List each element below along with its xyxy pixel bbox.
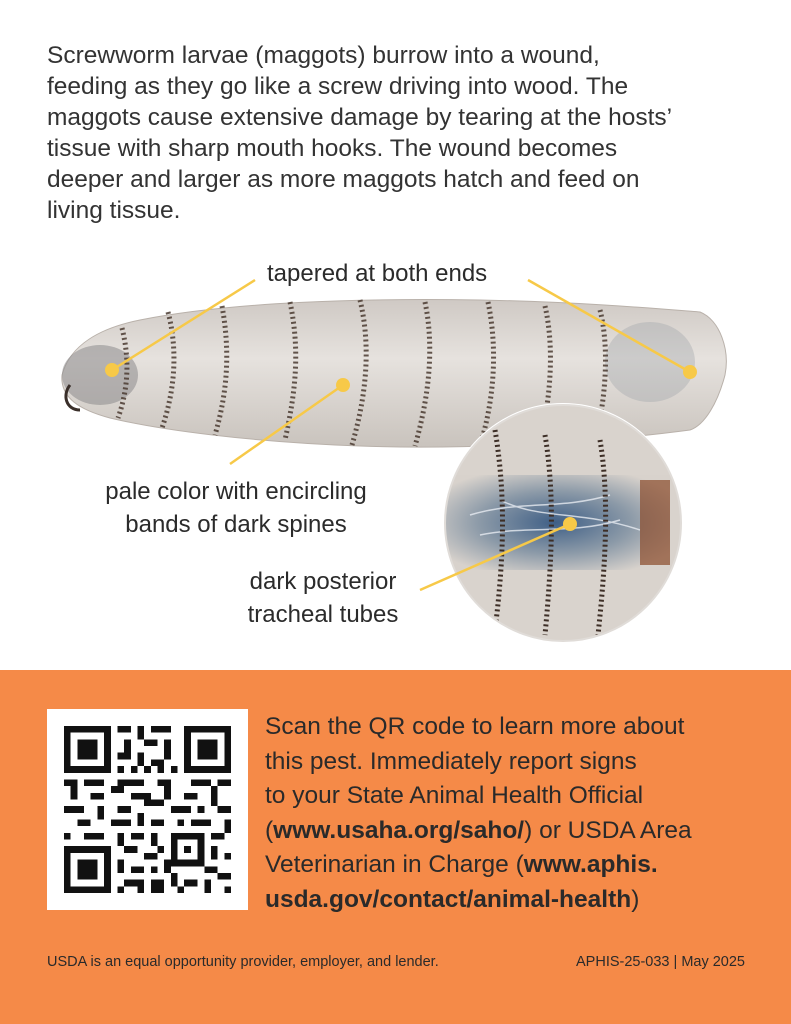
label-tracheal-tubes: [230, 565, 416, 631]
intro-paragraph: [47, 40, 747, 226]
report-instructions: [265, 710, 765, 917]
intro-line: living tissue.: [47, 197, 181, 224]
equal-opportunity-statement: USDA is an equal opportunity provider, employer, and lender.: [47, 954, 439, 970]
qr-code[interactable]: [47, 709, 248, 910]
report-line: this pest. Immediately report signs: [265, 747, 637, 775]
intro-line: tissue with sharp mouth hooks. The wound becomes: [47, 135, 618, 162]
report-line: ) or USDA Area: [524, 816, 692, 844]
label-tapered: [267, 257, 487, 290]
aphis-link[interactable]: www.aphis.: [523, 851, 658, 878]
document-id: APHIS-25-033 | May 2025: [576, 954, 745, 970]
larva-figure: [0, 250, 791, 670]
label-tapered-text: tapered at both ends: [267, 260, 488, 287]
label-dark-line: dark posterior: [249, 568, 397, 595]
label-pale-line: pale color with encircling: [105, 478, 367, 505]
qr-code-icon: [64, 726, 231, 893]
report-line: (: [265, 816, 274, 844]
intro-line: deeper and larger as more maggots hatch and feed on: [47, 166, 640, 193]
label-pale-color: [86, 475, 386, 541]
report-line: Scan the QR code to learn more about: [265, 713, 685, 740]
report-line: to your State Animal Health Official: [265, 782, 644, 809]
aphis-link-cont[interactable]: usda.gov/contact/animal-health: [265, 885, 632, 913]
label-dark-line: tracheal tubes: [247, 601, 399, 628]
intro-line: feeding as they go like a screw driving into wood. The: [47, 73, 629, 100]
info-footer: [0, 670, 791, 1024]
report-line: ): [631, 885, 640, 913]
intro-line: Screwworm larvae (maggots) burrow into a wound,: [47, 42, 600, 69]
saho-link[interactable]: www.usaha.org/saho/: [273, 816, 525, 844]
label-pale-line: bands of dark spines: [125, 511, 347, 538]
intro-line: maggots cause extensive damage by tearing at the hosts’: [47, 104, 673, 131]
report-line: Veterinarian in Charge (: [265, 851, 524, 878]
